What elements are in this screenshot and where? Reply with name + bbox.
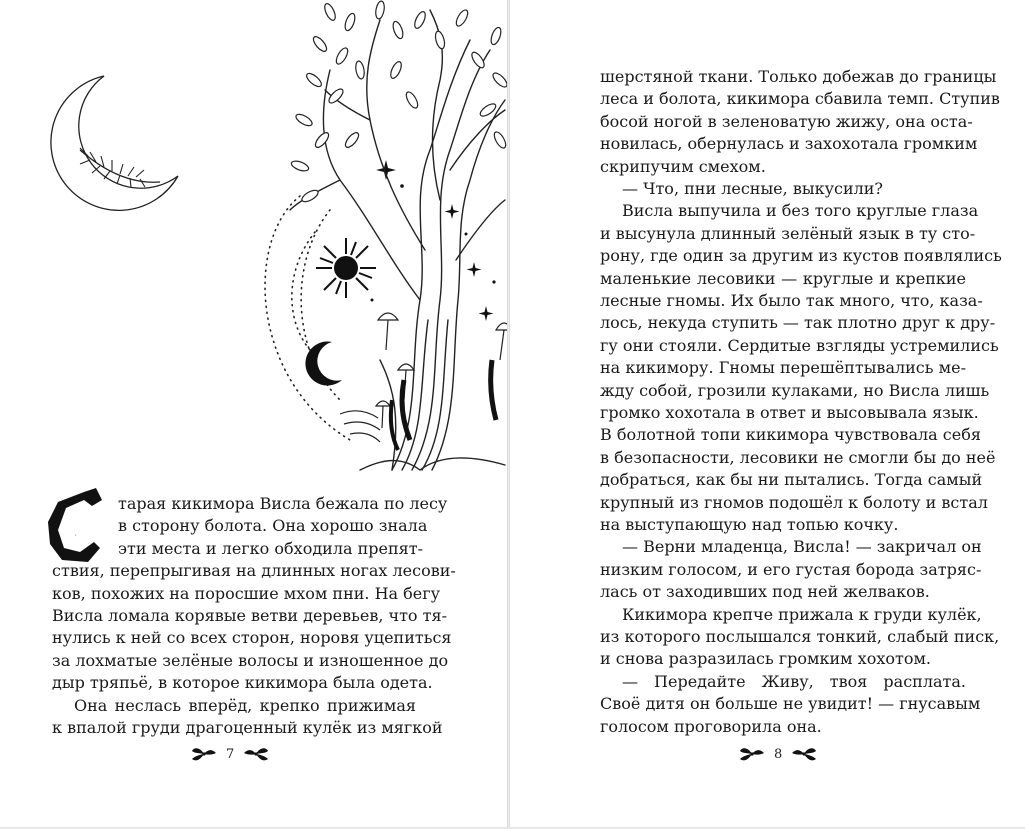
svg-text:С: С — [75, 535, 77, 537]
text-line: ствия, перепрыгивая на длинных ногах лесови- — [52, 561, 456, 581]
text-line: лесные гномы. Их было так много, что, каза- — [600, 291, 983, 311]
small-black-crescent-icon — [305, 342, 342, 386]
tree-trunk — [290, 10, 505, 470]
dialogue-line — [622, 178, 966, 200]
text-line: гу они стояли. Сердитые взгляды устремились — [600, 335, 999, 355]
text-line: дыр тряпьё, в которое кикимора была одета. — [52, 673, 433, 693]
text-line: — Что, пни лесные, выкусили? — [622, 179, 884, 198]
text-line: на выступающую над топью кочку. — [600, 515, 899, 535]
ornament-icon — [242, 745, 270, 763]
page-number: 7 — [226, 746, 235, 762]
text-line: добраться, как бы ни пытались. Тогда самый — [600, 470, 983, 490]
text-line: маленькие лесовики — круглые и крепкие — [600, 268, 966, 288]
paragraph-right-5-first — [622, 604, 982, 626]
text-line: нулись к ней со всех сторон, норовя уцепиться — [52, 628, 452, 648]
paragraph-right-5 — [600, 626, 1000, 671]
text-line: жду собой, грозили кулаками, но Висла лишь — [600, 380, 990, 400]
paragraph-indent-left — [74, 695, 416, 717]
paragraph-first-lines — [118, 493, 448, 538]
crescent-moon-with-branch-icon — [51, 76, 178, 210]
text-line: громко хохотала в ответ и высовывала язык. — [600, 403, 979, 423]
text-line: Кикимора крепче прижала к груди кулёк, — [622, 604, 982, 624]
text-line: в сторону болота. Она хорошо знала — [118, 516, 428, 536]
text-line: эти места и легко обходила препят- — [118, 538, 424, 558]
text-line: к впалой груди драгоценный кулёк из мягкой — [52, 718, 443, 737]
text-line: лась от заходивших под ней желваков. — [600, 582, 930, 602]
page-number: 8 — [774, 746, 783, 762]
black-sun-icon — [316, 238, 376, 298]
left-page — [0, 0, 507, 827]
text-line: рону, где один за другим из кустов появлялись — [600, 246, 1002, 266]
paragraph-continued — [118, 538, 424, 560]
paragraph-tail-left — [52, 717, 443, 739]
text-line: и высунула длинный зелёный язык в ту сто- — [600, 223, 976, 243]
text-line: лось, некуда ступить — так плотно друг к дру- — [600, 313, 996, 333]
text-line: тарая кикимора Висла бежала по лесу — [118, 494, 448, 513]
text-line: новилась, обернулась и захохотала громким — [600, 134, 978, 154]
text-line: на кикимору. Гномы перешёптывались ме- — [600, 358, 966, 378]
text-line: за лохматые зелёные волосы и изношенное до — [52, 650, 449, 670]
tree-illustration — [0, 0, 507, 500]
text-line: шерстяной ткани. Только добежав до границы — [600, 67, 997, 86]
text-line: Висла ломала корявые ветви деревьев, что тя- — [52, 606, 447, 625]
paragraph-right-3-first — [622, 200, 979, 222]
paragraph-right-1 — [600, 66, 1000, 178]
text-line: Своё дитя он больше не увидит! — гнусавым — [600, 694, 981, 714]
page-footer-right — [738, 742, 818, 766]
text-line: из которого послышался тонкий, слабый писк, — [600, 627, 1000, 646]
ornament-icon — [738, 745, 766, 763]
drop-cap — [44, 486, 106, 564]
paragraph-right-4-first — [622, 536, 982, 558]
text-line: скрипучим смехом. — [600, 156, 766, 176]
text-line: леса и болота, кикимора сбавила темп. Ступив — [600, 89, 1000, 109]
paragraph-right-4 — [600, 559, 982, 604]
paragraph-right-3 — [600, 223, 1002, 537]
text-line: В болотной топи кикимора чувствовала себя — [600, 425, 981, 445]
ornament-icon — [190, 745, 218, 763]
text-line: Она неслась вперёд, крепко прижимая — [74, 695, 416, 715]
text-line: ков, похожих на поросшие мхом пни. На бегу — [52, 583, 441, 603]
tree-leaves — [290, 0, 507, 204]
dotted-orbit-decoration — [265, 196, 350, 440]
paragraph-right-6 — [600, 693, 981, 738]
text-line: — Верни младенца, Висла! — закричал он — [622, 537, 982, 557]
page-footer-left — [190, 742, 270, 766]
text-line: низким голосом, и его густая борода затряс- — [600, 559, 982, 579]
text-line: Висла выпучила и без того круглые глаза — [622, 201, 979, 221]
right-page — [510, 0, 1025, 827]
text-line: голосом проговорила она. — [600, 716, 822, 736]
text-line: босой ногой в зеленоватую жижу, она оста- — [600, 111, 973, 131]
text-line: и снова разразилась громким хохотом. — [600, 649, 932, 669]
paragraph-body-left — [52, 560, 456, 694]
text-line: в безопасности, лесовики не смогли бы до неё — [600, 447, 996, 467]
mushrooms-and-grass — [340, 313, 507, 450]
text-line: — Передайте Живу, твоя расплата. — [622, 671, 966, 691]
paragraph-right-6-first — [622, 671, 966, 693]
ornament-icon — [790, 745, 818, 763]
text-line: крупный из гномов подошёл к болоту и встал — [600, 492, 988, 512]
